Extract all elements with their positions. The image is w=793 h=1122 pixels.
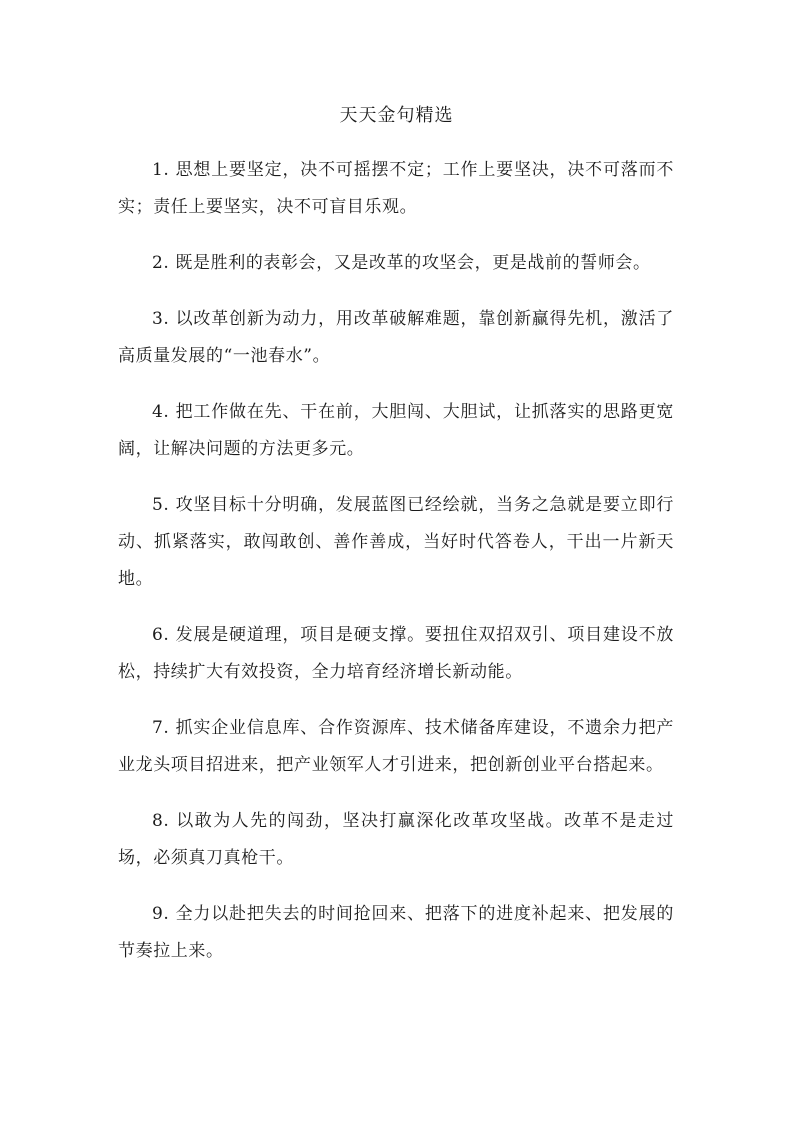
paragraph-9: 9. 全力以赴把失去的时间抢回来、把落下的进度补起来、把发展的节奏拉上来。: [118, 904, 674, 961]
paragraph-8: 8. 以敢为人先的闯劲，坚决打赢深化改革攻坚战。改革不是走过场，必须真刀真枪干。: [118, 811, 674, 868]
document-body: [118, 152, 674, 989]
paragraph-1: 1. 思想上要坚定，决不可摇摆不定；工作上要坚决，决不可落而不实；责任上要坚实，决不可盲目乐观。: [118, 160, 674, 217]
paragraph-6: 6. 发展是硬道理，项目是硬支撑。要扭住双招双引、项目建设不放松，持续扩大有效投资，全力培育经济增长新动能。: [118, 625, 674, 682]
page-title: 天天金句精选: [339, 105, 454, 126]
paragraph-3: 3. 以改革创新为动力，用改革破解难题，靠创新赢得先机，激活了高质量发展的“一池春水”。: [118, 309, 674, 366]
paragraph-2: 2. 既是胜利的表彰会，又是改革的攻坚会，更是战前的誓师会。: [152, 253, 651, 273]
paragraph-4: 4. 把工作做在先、干在前，大胆闯、大胆试，让抓落实的思路更宽阔，让解决问题的方法更多元。: [118, 402, 674, 459]
paragraph-7: 7. 抓实企业信息库、合作资源库、技术储备库建设，不遗余力把产业龙头项目招进来，把产业领军人才引进来，把创新创业平台搭起来。: [118, 718, 674, 775]
paragraph-5: 5. 攻坚目标十分明确，发展蓝图已经绘就，当务之急就是要立即行动、抓紧落实，敢闯敢创、善作善成，当好时代答卷人，干出一片新天地。: [118, 495, 674, 589]
